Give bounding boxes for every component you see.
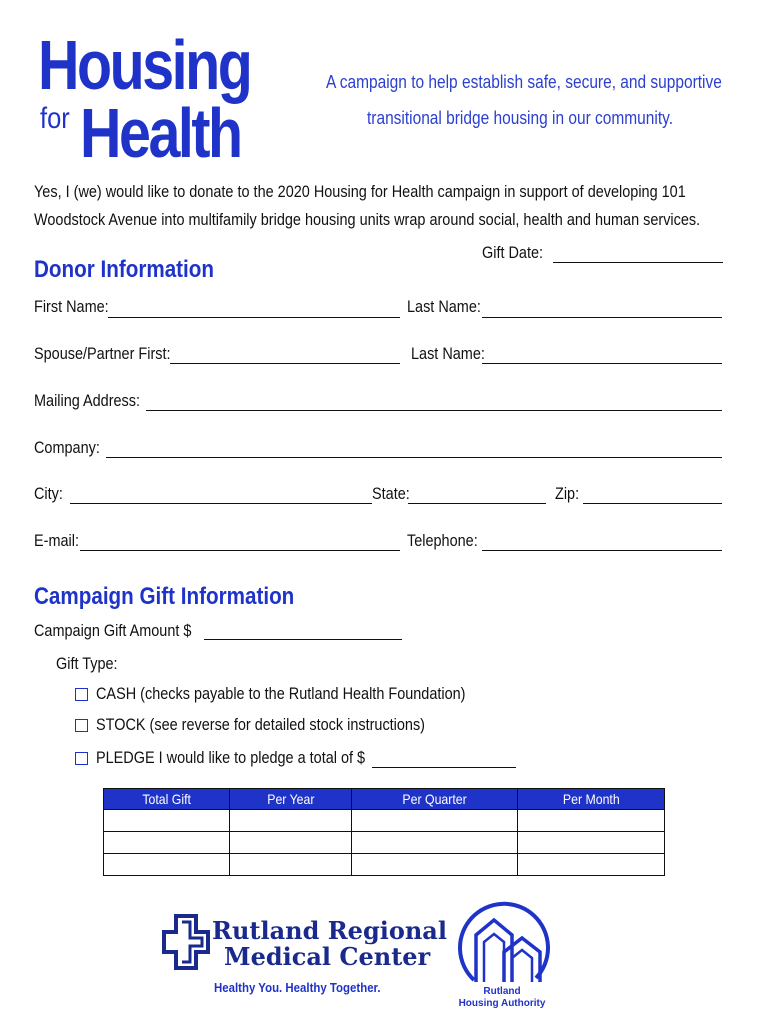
table-cell[interactable] <box>352 854 518 876</box>
spouse-first-label: Spouse/Partner First: <box>34 344 171 363</box>
table-cell[interactable] <box>229 832 351 854</box>
mailing-address-label: Mailing Address: <box>34 391 141 410</box>
table-row <box>104 810 665 832</box>
spouse-first-field[interactable] <box>170 363 400 364</box>
pledge-option-label: PLEDGE I would like to pledge a total of $ <box>96 748 366 767</box>
stock-checkbox[interactable] <box>75 719 88 732</box>
rrmc-slogan: Healthy You. Healthy Together. <box>214 980 381 995</box>
logo-health-word: Health <box>80 94 241 172</box>
gift-date-field[interactable] <box>553 262 723 263</box>
telephone-field[interactable] <box>482 550 722 551</box>
table-cell[interactable] <box>518 832 665 854</box>
table-cell[interactable] <box>104 854 230 876</box>
per-year-header: Per Year <box>229 789 351 810</box>
last-name-field[interactable] <box>482 317 722 318</box>
gift-type-label: Gift Type: <box>56 654 118 673</box>
stock-option-label: STOCK (see reverse for detailed stock instructions) <box>96 715 426 734</box>
spouse-last-label: Last Name: <box>411 344 485 363</box>
pledge-amount-field[interactable] <box>372 767 516 768</box>
table-row <box>104 832 665 854</box>
company-field[interactable] <box>106 457 722 458</box>
first-name-field[interactable] <box>108 317 400 318</box>
gift-amount-field[interactable] <box>204 639 402 640</box>
rha-name-line-2: Housing Authority <box>458 998 546 1009</box>
rha-name-line-1: Rutland <box>483 986 521 997</box>
intro-line-1: Yes, I (we) would like to donate to the 2020 Housing for Health campaign in support of developing 101 <box>34 182 686 201</box>
table-cell[interactable] <box>104 832 230 854</box>
table-cell[interactable] <box>518 810 665 832</box>
table-cell[interactable] <box>352 832 518 854</box>
spouse-last-field[interactable] <box>482 363 722 364</box>
logo-housing-word: Housing <box>38 26 251 104</box>
cash-option-label: CASH (checks payable to the Rutland Health Foundation) <box>96 684 466 703</box>
company-label: Company: <box>34 438 100 457</box>
campaign-gift-information-title: Campaign Gift Information <box>34 583 295 610</box>
logo-for-word: for <box>40 102 70 135</box>
table-header-row <box>104 789 665 810</box>
state-field[interactable] <box>408 503 546 504</box>
cash-checkbox[interactable] <box>75 688 88 701</box>
medical-cross-icon <box>160 912 212 972</box>
table-cell[interactable] <box>229 810 351 832</box>
gift-date-label: Gift Date: <box>482 243 544 262</box>
last-name-label: Last Name: <box>407 297 481 316</box>
mailing-address-field[interactable] <box>146 410 722 411</box>
table-cell[interactable] <box>229 854 351 876</box>
first-name-label: First Name: <box>34 297 109 316</box>
rrmc-name <box>212 918 447 970</box>
tagline-line-2: transitional bridge housing in our community. <box>367 108 674 128</box>
intro-line-2: Woodstock Avenue into multifamily bridge housing units wrap around social, health and human services. <box>34 210 701 229</box>
tagline-line-1: A campaign to help establish safe, secure, and supportive <box>326 72 722 92</box>
city-field[interactable] <box>70 503 372 504</box>
zip-field[interactable] <box>583 503 722 504</box>
rrmc-name-line-2: Medical Center <box>224 942 431 971</box>
gift-amount-label: Campaign Gift Amount $ <box>34 621 192 640</box>
housing-authority-name <box>440 986 564 1010</box>
per-month-header: Per Month <box>518 789 665 810</box>
pledge-schedule-table <box>103 788 665 876</box>
rrmc-name-line-1: Rutland Regional <box>212 916 447 945</box>
pledge-checkbox[interactable] <box>75 752 88 765</box>
housing-authority-logo-icon <box>454 890 554 990</box>
state-label: State: <box>372 484 410 503</box>
email-label: E-mail: <box>34 531 79 550</box>
city-label: City: <box>34 484 63 503</box>
table-cell[interactable] <box>352 810 518 832</box>
zip-label: Zip: <box>555 484 580 503</box>
per-quarter-header: Per Quarter <box>352 789 518 810</box>
table-cell[interactable] <box>518 854 665 876</box>
table-cell[interactable] <box>104 810 230 832</box>
total-gift-header: Total Gift <box>104 789 230 810</box>
table-row <box>104 854 665 876</box>
telephone-label: Telephone: <box>407 531 478 550</box>
donor-information-title: Donor Information <box>34 256 215 283</box>
email-field[interactable] <box>80 550 400 551</box>
